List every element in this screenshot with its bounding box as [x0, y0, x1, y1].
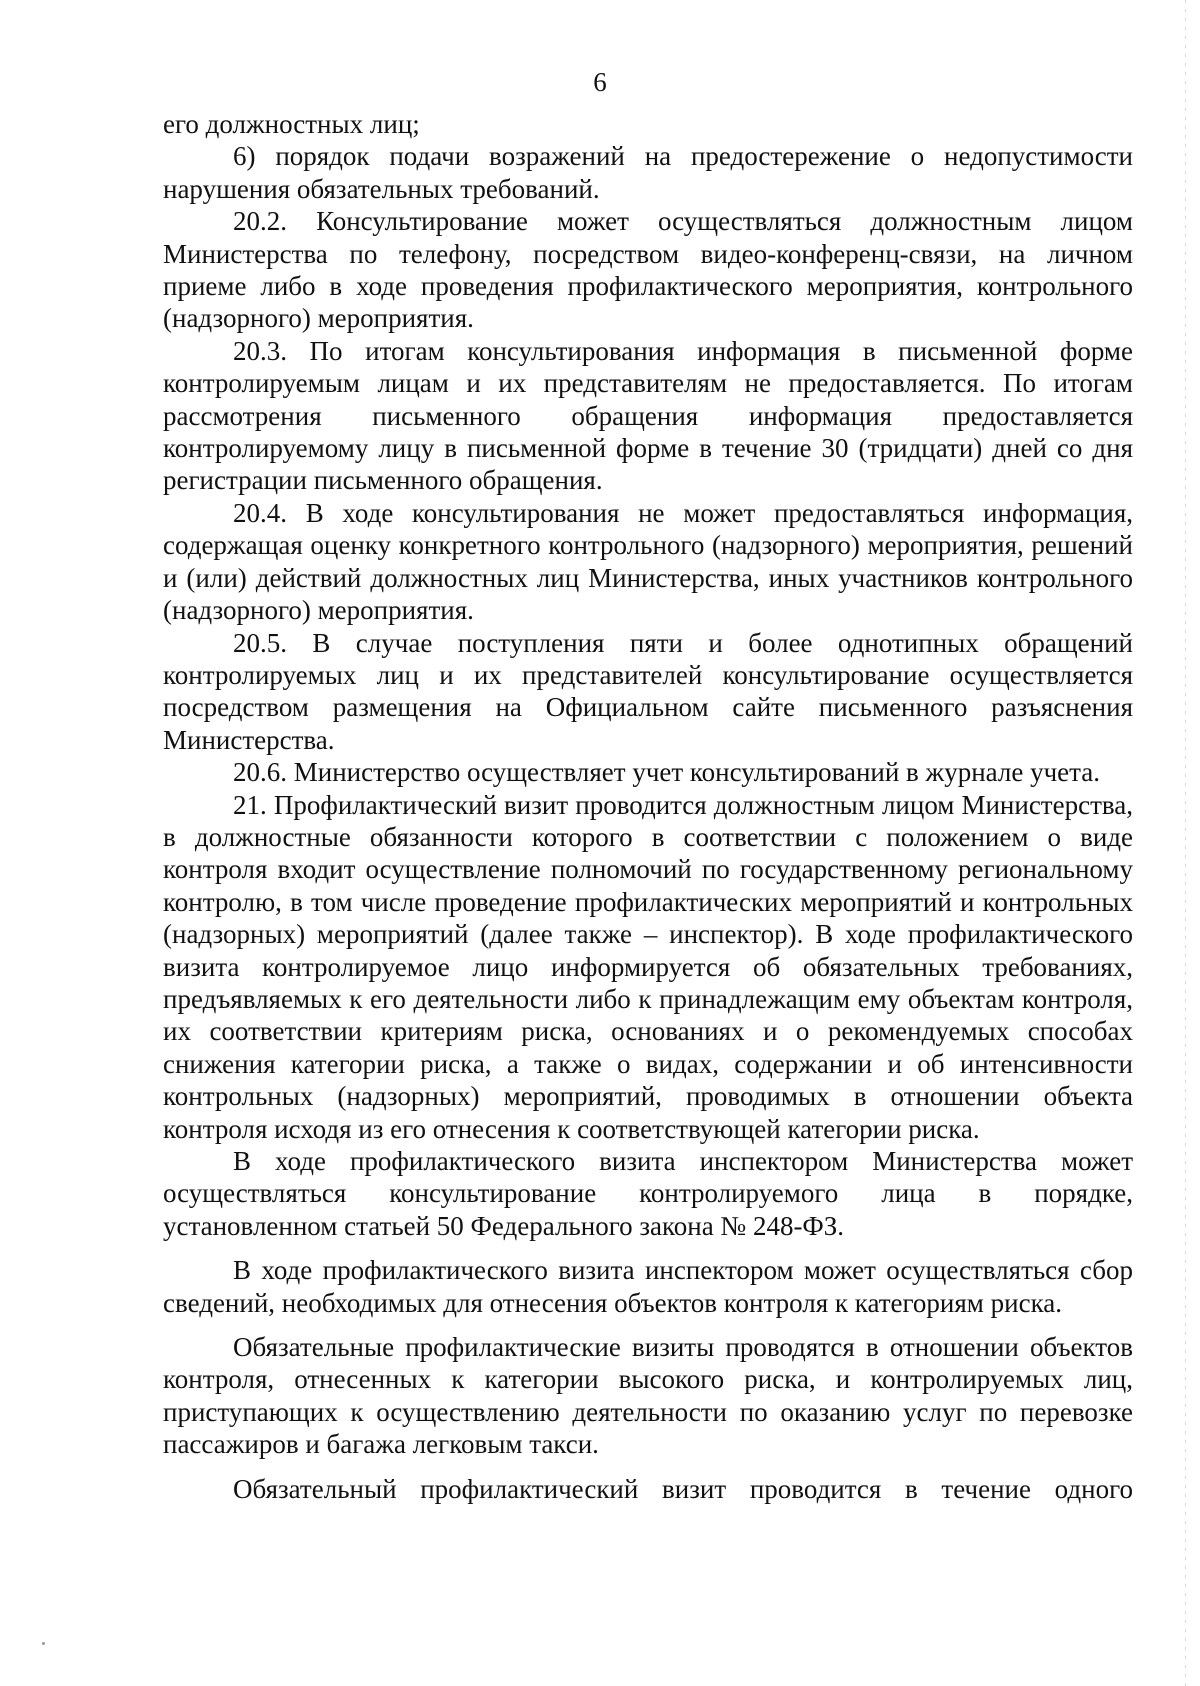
paragraph-8: 21. Профилактический визит проводится должностным лицом Министерства, в должностные обязанности которого в соответствии с положением о виде контроля входит осуществление полномочий по государственному региональному контролю, в том числе проведение профилактических мероприятий и контрольных (надзорных) мероприятий (далее также – инспектор). В ходе профилактического визита контролируемое лицо информируется об обязательных требованиях, предъявляемых к его деятельности либо к принадлежащим ему объектам контроля, их соответствии критериям риска, основаниях и о рекомендуемых способах снижения категории риска, а также о видах, содержании и об интенсивности контрольных (надзорных) мероприятий, проводимых в отношении объекта контроля исходя из его отнесения к соответствующей категории риска. [163, 789, 1133, 1144]
paragraph-10: В ходе профилактического визита инспектором может осуществляться сбор сведений, необходимых для отнесения объектов контроля к категориям риска. [163, 1255, 1133, 1318]
paragraph-7: 20.6. Министерство осуществляет учет консультирований в журнале учета. [233, 757, 1101, 788]
scan-edge-line [1185, 0, 1186, 1686]
paragraph-6: 20.5. В случае поступления пяти и более однотипных обращений контролируемых лиц и их представителей консультирование осуществляется посредством размещения на Официальном сайте письменного разъяснения Министерства. [163, 627, 1133, 755]
paragraph-2: 6) порядок подачи возражений на предостережение о недопустимости нарушения обязательных требований. [163, 141, 1133, 204]
paragraph-1: его должностных лиц; [163, 109, 420, 139]
paragraph-5: 20.4. В ходе консультирования не может предоставляться информация, содержащая оценку конкретного контрольного (надзорного) мероприятия, решений и (или) действий должностных лиц Министерства, иных участников контрольного (надзорного) мероприятия. [163, 497, 1133, 626]
document-body [163, 108, 1133, 1505]
paragraph-3: 20.2. Консультирование может осуществляться должностным лицом Министерства по телефону, посредством видео-конференц-связи, на личном приеме либо в ходе проведения профилактического мероприятия, контрольного (надзорного) мероприятия. [163, 206, 1133, 334]
scan-dot [42, 1642, 45, 1645]
paragraph-11: Обязательные профилактические визиты проводятся в отношении объектов контроля, отнесенных к категории высокого риска, и контролируемых лиц, приступающих к осуществлению деятельности по оказанию услуг по перевозке пассажиров и багажа легковым такси. [163, 1332, 1133, 1460]
paragraph-9: В ходе профилактического визита инспектором Министерства может осуществляться консультирование контролируемого лица в порядке, установленном статьей 50 Федерального закона № 248-ФЗ. [163, 1146, 1133, 1241]
paragraph-12: Обязательный профилактический визит проводится в течение одного [233, 1473, 1133, 1504]
paragraph-4: 20.3. По итогам консультирования информация в письменной форме контролируемым лицам и их представителям не предоставляется. По итогам рассмотрения письменного обращения информация предоставляется контролируемому лицу в письменной форме в течение 30 (тридцати) дней со дня регистрации письменного обращения. [163, 335, 1133, 496]
page-number: 6 [593, 67, 607, 97]
